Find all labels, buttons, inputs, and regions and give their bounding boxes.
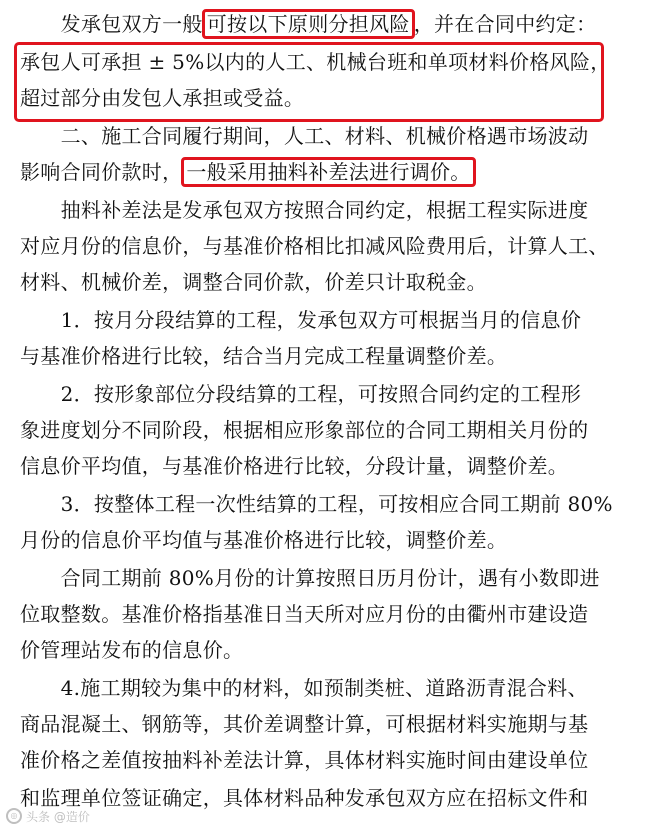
line-text: 材料、机械价差，调整合同价款，价差只计取税金。 [20, 270, 487, 294]
text-line [20, 338, 648, 374]
text-line [20, 376, 648, 412]
text-line [20, 486, 648, 522]
text-line [20, 154, 648, 190]
line-text: ，并在合同中约定： [413, 12, 597, 36]
text-line [20, 742, 648, 778]
text-line [20, 6, 648, 42]
line-text: 1．按月分段结算的工程，发承包双方可根据当月的信息价 [20, 308, 582, 332]
line-text: 商品混凝土、钢筋等，其价差调整计算，可根据材料实施期与基 [20, 712, 589, 736]
highlighted-text: 一般采用抽料补差法进行调价。 [181, 157, 475, 187]
text-line [20, 560, 648, 596]
text-line [20, 44, 648, 80]
text-line [20, 302, 648, 338]
line-text: 3．按整体工程一次性结算的工程，可按相应合同工期前 80% [20, 492, 613, 516]
text-line [20, 118, 648, 154]
line-text: 合同工期前 80%月份的计算按照日历月份计，遇有小数即进 [20, 566, 600, 590]
line-text: 月份的信息价平均值与基准价格进行比较，调整价差。 [20, 528, 508, 552]
line-text: 承包人可承担 ± 5%以内的人工、机械台班和单项材料价格风险， [20, 50, 611, 74]
text-line [20, 632, 648, 668]
line-text: 信息价平均值，与基准价格进行比较，分段计量，调整价差。 [20, 454, 569, 478]
text-line [20, 264, 648, 300]
line-text: 与基准价格进行比较，结合当月完成工程量调整价差。 [20, 344, 508, 368]
text-line [20, 522, 648, 558]
text-line [20, 670, 648, 706]
line-text: 超过部分由发包人承担或受益。 [20, 86, 305, 110]
line-text: 和监理单位签证确定，具体材料品种发承包双方应在招标文件和 [20, 786, 589, 810]
line-text: 影响合同价款时， [20, 160, 183, 184]
line-text: 准价格之差值按抽料补差法计算，具体材料实施时间由建设单位 [20, 748, 589, 772]
text-line [20, 228, 648, 264]
line-text: 位取整数。基准价格指基准日当天所对应月份的由衢州市建设造 [20, 602, 589, 626]
line-text: 二、施工合同履行期间，人工、材料、机械价格遇市场波动 [20, 124, 589, 148]
text-line [20, 80, 648, 116]
line-text: 4.施工期较为集中的材料，如预制类桩、道路沥青混合料、 [20, 676, 588, 700]
watermark [6, 806, 90, 826]
watermark-text: 头条 @造价 [26, 809, 90, 824]
text-line [20, 412, 648, 448]
line-text: 象进度划分不同阶段，根据相应形象部位的合同工期相关月份的 [20, 418, 589, 442]
line-text: 对应月份的信息价，与基准价格相比扣减风险费用后，计算人工、 [20, 234, 609, 258]
line-text: 2．按形象部位分段结算的工程，可按照合同约定的工程形 [20, 382, 582, 406]
text-line [20, 192, 648, 228]
text-line [20, 780, 648, 816]
logo-icon: ◎ [6, 808, 22, 824]
text-line [20, 448, 648, 484]
line-text: 抽料补差法是发承包双方按照合同约定，根据工程实际进度 [20, 198, 589, 222]
text-line [20, 596, 648, 632]
highlighted-text: 可按以下原则分担风险 [202, 9, 415, 39]
line-text: 发承包双方一般 [20, 12, 203, 36]
line-text: 价管理站发布的信息价。 [20, 638, 244, 662]
text-line [20, 706, 648, 742]
